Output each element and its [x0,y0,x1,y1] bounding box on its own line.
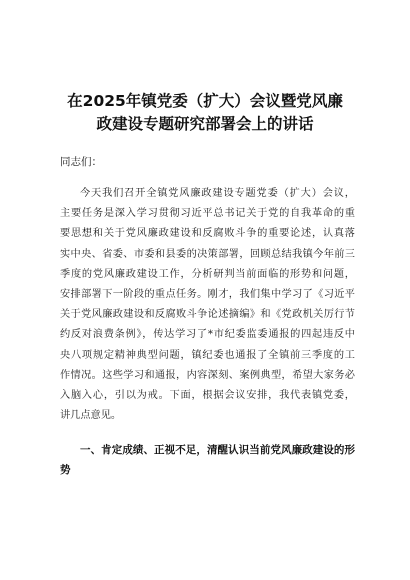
paragraph-line: 关于党风廉政建设和反腐败斗争论述摘编》和《党政机关厉行节 [60,309,355,321]
title-line-2: 政建设专题研究部署会上的讲话 [96,115,314,133]
title-line-1: 在2025年镇党委（扩大）会议暨党风廉 [67,92,343,110]
document-title [40,90,370,136]
paragraph-line: 作情况。这些学习和通报，内容深刻、案例典型，希望大家务必 [60,369,355,381]
paragraph-line: 入脑入心，引以为戒。下面，根据会议安排，我代表镇党委， [60,390,355,402]
paragraph-line: 要思想和关于党风廉政建设和反腐败斗争的重要论述，认真落 [60,228,355,240]
salutation: 同志们： [60,156,102,168]
paragraph-line: 央八项规定精神典型问题，镇纪委也通报了全镇前三季度的工 [60,349,355,361]
paragraph-line: 安排部署下一阶段的重点任务。刚才，我们集中学习了《习近平 [60,289,355,301]
section-heading-1 [60,440,355,480]
paragraph-line: 季度的党风廉政建设工作，分析研判当前面临的形势和问题， [60,268,355,280]
paragraph-line: 主要任务是深入学习贯彻习近平总书记关于党的自我革命的重 [60,208,355,220]
heading-line: 一、肯定成绩、正视不足，清醒认识当前党风廉政建设的形 [80,444,355,456]
paragraph-1 [60,184,355,426]
heading-line: 势 [60,464,71,476]
paragraph-line: 约反对浪费条例》，传达学习了*市纪委监委通报的四起违反中 [60,329,355,341]
paragraph-line: 实中央、省委、市委和县委的决策部署，回顾总结我镇今年前三 [60,248,355,260]
paragraph-line: 讲几点意见。 [60,410,122,422]
paragraph-line: 今天我们召开全镇党风廉政建设专题党委（扩大）会议， [80,188,355,199]
